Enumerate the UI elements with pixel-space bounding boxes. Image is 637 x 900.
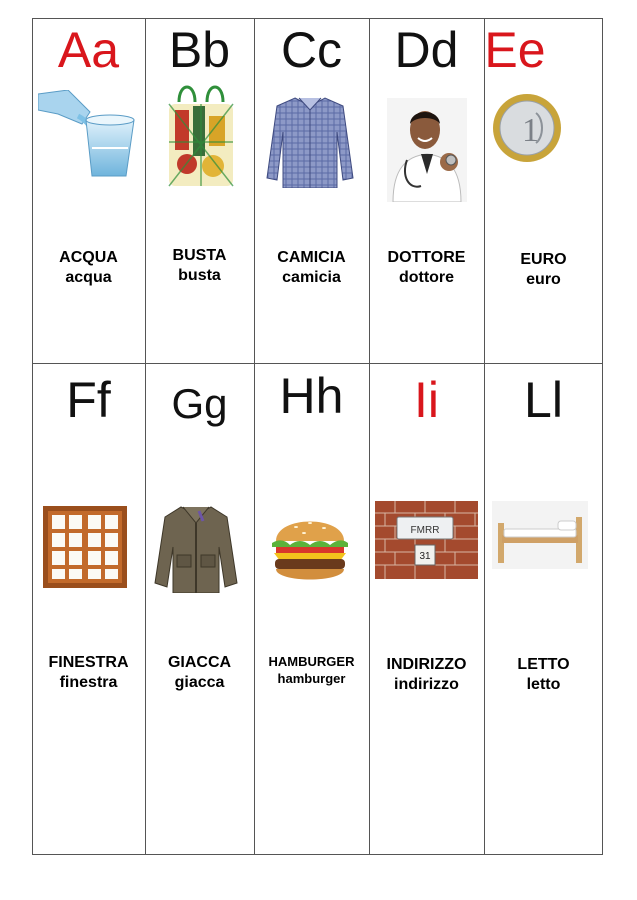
word-upper: DOTTORE: [387, 249, 466, 266]
card-e: [484, 18, 603, 363]
card-g: [145, 363, 254, 855]
word-label: [32, 248, 145, 288]
word-lower: finestra: [59, 674, 118, 691]
word-label: [484, 655, 603, 695]
word-lower: giacca: [174, 674, 225, 691]
word-lower: camicia: [282, 269, 341, 286]
address-sign-icon: [375, 501, 478, 579]
word-label: [145, 653, 254, 693]
card-l: [484, 363, 603, 855]
word-label: [484, 250, 603, 290]
word-lower: indirizzo: [394, 676, 459, 693]
bed-icon: [492, 501, 588, 569]
word-upper: ACQUA: [59, 249, 118, 266]
letter-heading: Hh: [279, 368, 344, 424]
letter-heading: Ee: [484, 22, 546, 78]
window-icon: [42, 505, 128, 589]
doctor-icon: [387, 98, 467, 202]
word-label: [145, 246, 254, 286]
card-d: [369, 18, 484, 363]
address-sign-text: FMRR: [410, 525, 440, 536]
word-upper: HAMBURGER: [268, 654, 355, 669]
hamburger-icon: [270, 511, 350, 585]
letter-heading: Dd: [394, 22, 459, 78]
svg-text:1: 1: [522, 112, 539, 149]
water-glass-icon: [38, 90, 140, 178]
euro-coin-icon: [492, 93, 562, 163]
shirt-icon: [265, 92, 355, 188]
word-upper: CAMICIA: [277, 249, 346, 266]
word-lower: busta: [178, 267, 221, 284]
card-h: [254, 363, 369, 855]
word-upper: INDIRIZZO: [386, 656, 467, 673]
letter-heading: Ff: [66, 372, 111, 428]
letter-heading: Gg: [171, 380, 228, 427]
letter-heading: Cc: [280, 22, 343, 78]
word-lower: hamburger: [277, 671, 346, 686]
card-f: [32, 363, 145, 855]
word-upper: BUSTA: [172, 247, 227, 264]
word-lower: letto: [526, 676, 561, 693]
word-upper: LETTO: [517, 656, 570, 673]
word-label: [254, 248, 369, 288]
word-label: [32, 653, 145, 693]
card-b: [145, 18, 254, 363]
letter-heading: Bb: [168, 22, 231, 78]
card-a: [32, 18, 145, 363]
word-upper: EURO: [520, 251, 567, 268]
word-upper: GIACCA: [167, 654, 232, 671]
word-upper: FINESTRA: [48, 654, 129, 671]
jacket-icon: [153, 503, 239, 593]
word-lower: acqua: [65, 269, 112, 286]
card-c: [254, 18, 369, 363]
address-number-text: 31: [419, 551, 431, 562]
letter-heading: Aa: [57, 22, 120, 78]
word-label: [369, 655, 484, 695]
word-lower: euro: [526, 271, 561, 288]
letter-heading: Ll: [524, 372, 563, 428]
grocery-bag-icon: [165, 82, 237, 188]
card-i: [369, 363, 484, 855]
word-label: [254, 653, 369, 687]
letter-heading: Ii: [414, 372, 439, 428]
word-label: [369, 248, 484, 288]
word-lower: dottore: [398, 269, 455, 286]
